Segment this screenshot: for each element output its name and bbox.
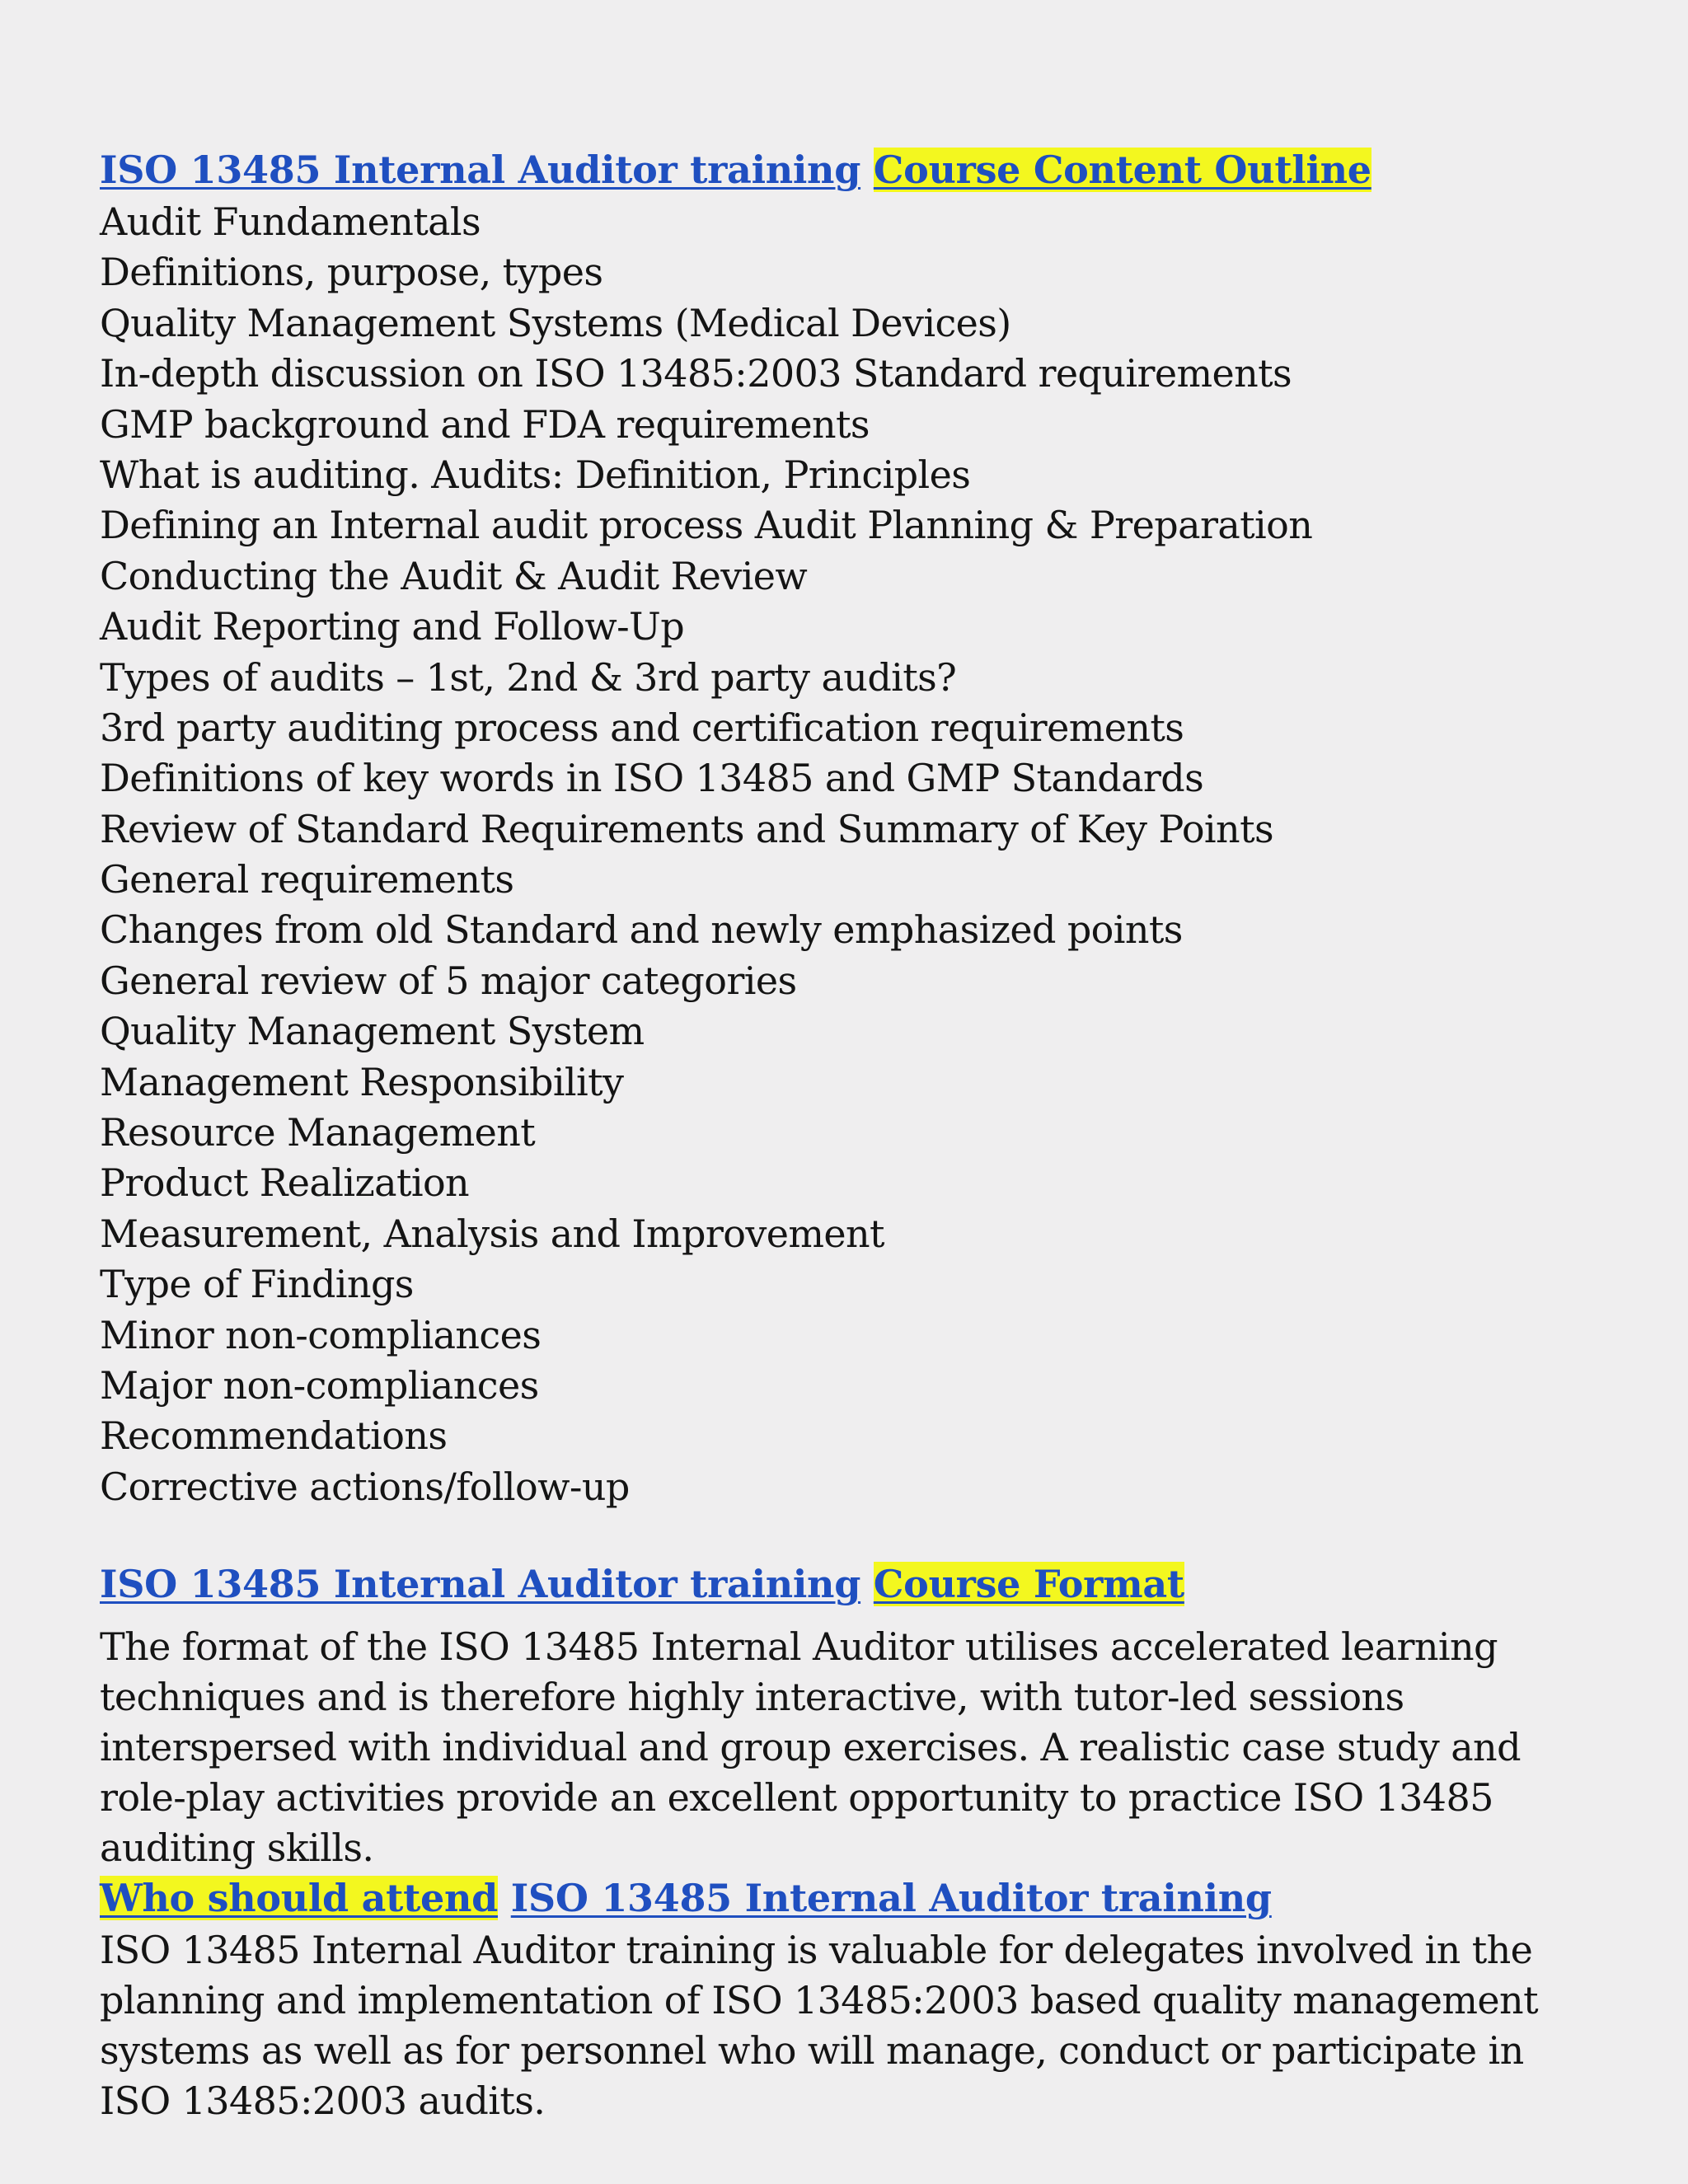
list-item: Management Responsibility [100, 1059, 624, 1104]
course-content-outline-heading [100, 145, 1372, 194]
list-item: Review of Standard Requirements and Summary of Key Points [100, 806, 1273, 851]
course-format-paragraph: The format of the ISO 13485 Internal Auditor utilises accelerated learning techniques and is therefore highly interactive, with tutor-led sessions interspersed with individual and group exercises. A realistic case study and role-play activities provide an excellent opportunity to practice ISO 13485 auditing skills. [100, 1624, 1521, 1870]
course-content-outline-link[interactable]: Course Content Outline [873, 148, 1372, 192]
list-item: Definitions of key words in ISO 13485 and GMP Standards [100, 756, 1204, 801]
iso-training-link[interactable]: ISO 13485 Internal Auditor training [100, 1562, 861, 1606]
course-format-heading [100, 1559, 1184, 1609]
list-item: Types of audits – 1st, 2nd & 3rd party audits? [100, 654, 957, 700]
list-item: Corrective actions/follow-up [100, 1464, 630, 1509]
list-item: General requirements [100, 857, 514, 902]
list-item: Measurement, Analysis and Improvement [100, 1211, 884, 1256]
list-item: GMP background and FDA requirements [100, 401, 870, 447]
list-item: Quality Management System [100, 1009, 645, 1054]
list-item: In-depth discussion on ISO 13485:2003 Standard requirements [100, 351, 1292, 396]
list-item: General review of 5 major categories [100, 958, 797, 1003]
list-item: Product Realization [100, 1160, 470, 1206]
list-item: Audit Reporting and Follow-Up [100, 604, 685, 649]
who-should-attend-paragraph: ISO 13485 Internal Auditor training is valuable for delegates involved in the planning and implementation of ISO 13485:2003 based quality management systems as well as for personnel who will manage, conduct or participate in ISO 13485:2003 audits. [100, 1928, 1538, 2123]
iso-training-link[interactable]: ISO 13485 Internal Auditor training [510, 1876, 1272, 1920]
list-item: 3rd party auditing process and certification requirements [100, 705, 1184, 750]
list-item: Quality Management Systems (Medical Devices) [100, 300, 1011, 345]
course-format-link[interactable]: Course Format [873, 1562, 1184, 1606]
list-item: Changes from old Standard and newly emphasized points [100, 907, 1183, 953]
list-item: Conducting the Audit & Audit Review [100, 553, 808, 598]
iso-training-link[interactable]: ISO 13485 Internal Auditor training [100, 148, 861, 192]
course-outline-list [100, 197, 1312, 1512]
list-item: Major non-compliances [100, 1362, 539, 1408]
who-should-attend-heading [100, 1873, 1272, 1923]
list-item: Recommendations [100, 1413, 448, 1459]
list-item: Definitions, purpose, types [100, 250, 603, 295]
who-should-attend-link[interactable]: Who should attend [100, 1876, 498, 1920]
list-item: What is auditing. Audits: Definition, Principles [100, 452, 971, 497]
list-item: Resource Management [100, 1110, 536, 1155]
list-item: Defining an Internal audit process Audit Planning & Preparation [100, 503, 1313, 548]
list-item: Audit Fundamentals [100, 199, 481, 244]
list-item: Minor non-compliances [100, 1312, 542, 1357]
list-item: Type of Findings [100, 1262, 414, 1307]
